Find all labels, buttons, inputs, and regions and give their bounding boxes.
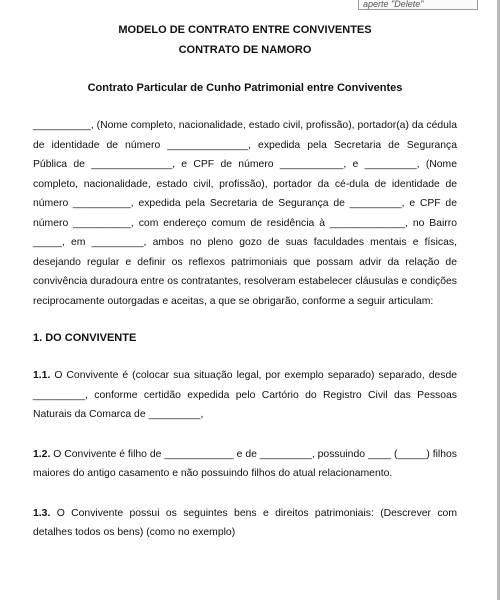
document-subtitle-contract-type: CONTRATO DE NAMORO	[178, 44, 312, 56]
delete-tooltip: aperte "Delete"	[358, 0, 478, 10]
clause-1-2	[33, 445, 457, 484]
document-page	[33, 20, 457, 543]
intro-paragraph: __________, (Nome completo, nacionalidade, estado civil, profissão), portador(a) da cédula de identidade de número ______________, expedida pela Secretaria de Segurança Pública de ______________, e CPF de número ___________, e _________, (Nome completo, nacionalidade, estado civil, profissão), portador da cé-dula de identidade de número __________, expedida pela Secretaria de Segurança de _________, e CPF de número __________, com endereço comum de residência à _____________, no Bairro _____, em _________, ambos no pleno gozo de suas faculdades mentais e físicas, desejando regular e definir os reflexos patrimoniais que possam advir da relação de convivência duradoura entre os contratantes, resolveram estabelecer cláusulas e condições reciprocamente outorgadas e aceitas, a que se obrigarão, conforme a seguir articulam:	[33, 120, 457, 307]
document-title: MODELO DE CONTRATO ENTRE CONVIVENTES	[118, 24, 372, 36]
clause-1-1-text: O Convivente é (colocar sua situação legal, por exemplo separado) separado, desde _________, conforme certidão expedida pelo Cartório do Registro Civil das Pessoas Naturais da Comarca de _________,	[33, 370, 457, 420]
clause-1-1	[33, 366, 457, 425]
document-heading: Contrato Particular de Cunho Patrimonial entre Conviventes	[87, 82, 403, 94]
clause-1-2-number: 1.2.	[33, 448, 51, 460]
clause-1-3-number: 1.3.	[33, 507, 51, 519]
clause-1-3-text: O Convivente possui os seguintes bens e direitos patrimoniais: (Descrever com detalhes todos os bens) (como no exemplo)	[33, 507, 457, 538]
clause-1-2-text: O Convivente é filho de ____________ e de _________, possuindo ____ (_____) filhos maiores do antigo casamento e não possuindo filhos do atual relacionamento.	[33, 448, 457, 479]
clause-1-1-number: 1.1.	[33, 370, 51, 381]
clause-1-3	[33, 504, 457, 543]
section-1-heading: 1. DO CONVIVENTE	[33, 332, 137, 344]
